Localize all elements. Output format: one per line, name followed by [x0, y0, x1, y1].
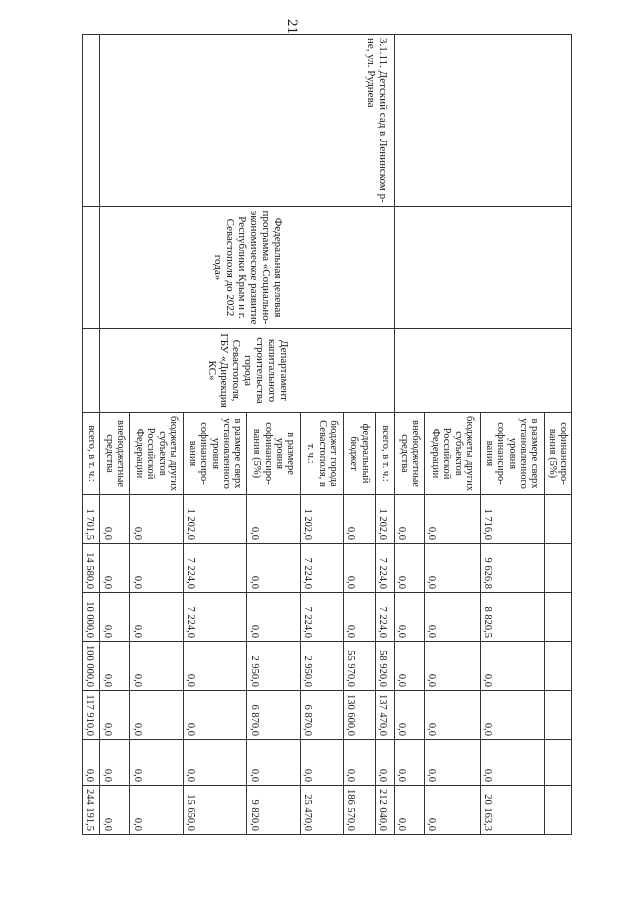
value-cell: 0,0 — [83, 740, 100, 786]
value-cell: 15 650,0 — [183, 786, 247, 835]
object-prev-cell — [395, 35, 572, 207]
value-cell: 7 224,0 — [301, 544, 344, 593]
value-cell: 6 870,0 — [301, 691, 344, 740]
value-cell: 0,0 — [395, 691, 425, 740]
value-cell: 9 626,8 — [480, 544, 544, 593]
value-cell — [544, 740, 571, 786]
value-cell — [544, 786, 571, 835]
page-number: 21 — [284, 19, 300, 34]
value-cell: 10 000,0 — [83, 593, 100, 642]
value-cell: 0,0 — [395, 786, 425, 835]
value-cell: 0,0 — [100, 786, 130, 835]
value-cell: 0,0 — [100, 593, 130, 642]
value-cell: 0,0 — [100, 740, 130, 786]
value-cell: 7 224,0 — [375, 544, 394, 593]
value-cell: 14 580,0 — [83, 544, 100, 593]
value-cell: 0,0 — [425, 740, 481, 786]
funding-category: федеральный бюджет — [343, 413, 375, 495]
value-cell: 0,0 — [183, 691, 247, 740]
value-cell — [544, 593, 571, 642]
value-cell: 0,0 — [480, 740, 544, 786]
value-cell: 7 224,0 — [301, 593, 344, 642]
value-cell: 0,0 — [395, 495, 425, 544]
value-cell: 1 202,0 — [301, 495, 344, 544]
funding-category: внебюджетные средства — [100, 413, 130, 495]
value-cell: 1 701,5 — [83, 495, 100, 544]
program-next-cell — [83, 207, 100, 329]
value-cell: 2 950,0 — [247, 642, 301, 691]
value-cell: 1 202,0 — [375, 495, 394, 544]
program-prev-cell — [395, 207, 572, 329]
value-cell: 0,0 — [183, 642, 247, 691]
value-cell: 7 224,0 — [375, 593, 394, 642]
value-cell: 0,0 — [395, 593, 425, 642]
value-cell: 7 224,0 — [183, 544, 247, 593]
funding-category: в размере уровня софинансиро-вания (5%) — [247, 413, 301, 495]
value-cell: 137 470,0 — [375, 691, 394, 740]
value-cell — [544, 691, 571, 740]
value-cell: 212 040,0 — [375, 786, 394, 835]
table-row — [544, 35, 571, 835]
value-cell: 0,0 — [395, 544, 425, 593]
value-cell: 0,0 — [480, 642, 544, 691]
value-cell: 0,0 — [247, 544, 301, 593]
value-cell: 8 820,5 — [480, 593, 544, 642]
value-cell: 0,0 — [395, 740, 425, 786]
value-cell: 1 716,0 — [480, 495, 544, 544]
value-cell: 55 970,0 — [343, 642, 375, 691]
funding-category: в размере сверх установленного уровня софинансиро-вания — [183, 413, 247, 495]
value-cell: 58 920,0 — [375, 642, 394, 691]
table-row — [83, 35, 100, 835]
value-cell: 0,0 — [247, 593, 301, 642]
program-name: Федеральная целевая программа «Социально-экономическое развитие Республики Крым и г. Севастополя до 2022 года» — [100, 207, 395, 329]
value-cell: 0,0 — [425, 786, 481, 835]
value-cell: 0,0 — [130, 544, 184, 593]
value-cell: 0,0 — [100, 495, 130, 544]
value-cell: 0,0 — [130, 740, 184, 786]
value-cell: 0,0 — [100, 544, 130, 593]
value-cell: 0,0 — [425, 593, 481, 642]
value-cell: 0,0 — [425, 691, 481, 740]
value-cell: 0,0 — [301, 740, 344, 786]
value-cell: 0,0 — [247, 495, 301, 544]
executor-name: Департамент капитального строительства города Севастополя, ГБУ «Дирекция КС» — [100, 329, 395, 413]
funding-category: бюджеты других субъектов Российской Федерации — [130, 413, 184, 495]
funding-category: бюджеты других субъектов Российской Федерации — [425, 413, 481, 495]
value-cell: 25 470,0 — [301, 786, 344, 835]
value-cell: 2 950,0 — [301, 642, 344, 691]
funding-category: всего, в т. ч.: — [375, 413, 394, 495]
value-cell — [544, 544, 571, 593]
table-row — [375, 35, 394, 835]
value-cell: 9 820,0 — [247, 786, 301, 835]
value-cell: 0,0 — [425, 642, 481, 691]
value-cell: 244 191,5 — [83, 786, 100, 835]
value-cell: 186 570,0 — [343, 786, 375, 835]
funding-category: в размере сверх установленного уровня софинансиро-вания — [480, 413, 544, 495]
value-cell: 100 000,0 — [83, 642, 100, 691]
value-cell: 0,0 — [100, 691, 130, 740]
rotated-page-content — [82, 34, 572, 834]
value-cell: 0,0 — [375, 740, 394, 786]
value-cell: 20 163,3 — [480, 786, 544, 835]
value-cell: 1 202,0 — [183, 495, 247, 544]
funding-category: всего, в т. ч.: — [83, 413, 100, 495]
value-cell — [544, 495, 571, 544]
value-cell: 0,0 — [130, 593, 184, 642]
value-cell: 0,0 — [343, 593, 375, 642]
value-cell: 0,0 — [343, 495, 375, 544]
value-cell: 0,0 — [130, 691, 184, 740]
value-cell: 0,0 — [480, 691, 544, 740]
value-cell: 0,0 — [100, 642, 130, 691]
budget-table — [82, 34, 572, 835]
value-cell: 117 910,0 — [83, 691, 100, 740]
funding-category: внебюджетные средства — [395, 413, 425, 495]
executor-prev-cell — [395, 329, 572, 413]
value-cell: 0,0 — [425, 544, 481, 593]
value-cell: 6 870,0 — [247, 691, 301, 740]
value-cell — [544, 642, 571, 691]
value-cell: 0,0 — [130, 642, 184, 691]
value-cell: 7 224,0 — [183, 593, 247, 642]
value-cell: 0,0 — [130, 495, 184, 544]
value-cell: 0,0 — [130, 786, 184, 835]
value-cell: 0,0 — [247, 740, 301, 786]
funding-category: софинансиро-вания (5%) — [544, 413, 571, 495]
value-cell: 0,0 — [343, 544, 375, 593]
value-cell: 130 600,0 — [343, 691, 375, 740]
funding-category: бюджет города Севастополя, в т. ч.: — [301, 413, 344, 495]
value-cell: 0,0 — [395, 642, 425, 691]
value-cell: 0,0 — [183, 740, 247, 786]
executor-next-cell — [83, 329, 100, 413]
object-name: 3.1.11. Детский сад в Ленинском р-не, ул. Руднева — [100, 35, 395, 207]
value-cell: 0,0 — [425, 495, 481, 544]
object-next-cell — [83, 35, 100, 207]
value-cell: 0,0 — [343, 740, 375, 786]
